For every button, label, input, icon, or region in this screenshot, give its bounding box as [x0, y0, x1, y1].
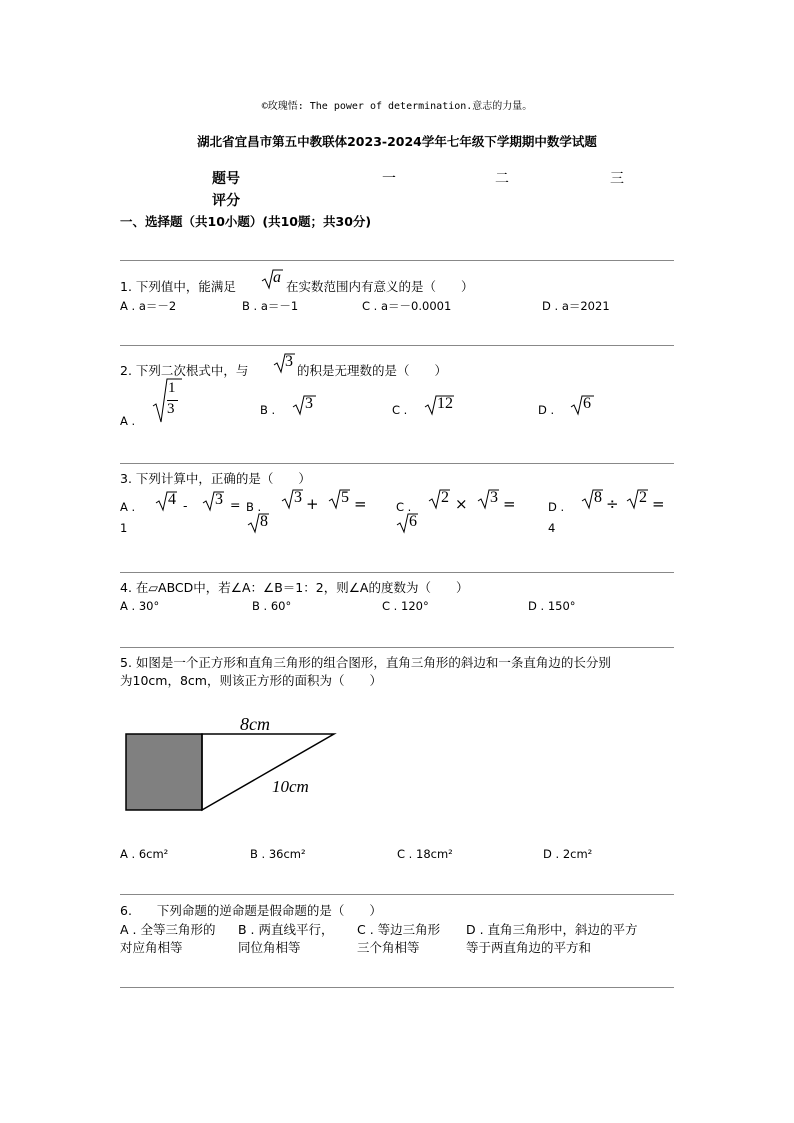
sqrt-expression: [281, 488, 303, 514]
radicand: 3: [294, 489, 302, 506]
divider: [120, 647, 674, 648]
divider: [120, 572, 674, 573]
header-note: ©玫瑰悟: The power of determination.意志的力量。: [261, 101, 533, 112]
radicand: 2: [639, 489, 647, 506]
option-a-result: 1: [120, 521, 128, 535]
label-8cm: 8cm: [240, 714, 270, 734]
option-c[interactable]: C . 18cm²: [397, 847, 453, 861]
section-heading: 一、选择题（共10小题）(共10题；共30分): [120, 214, 372, 229]
option-b[interactable]: B . a＝－1: [242, 299, 299, 313]
radicand: 2: [441, 489, 449, 506]
score-table-col-2: 二: [495, 171, 509, 187]
radicand: 3: [285, 353, 293, 370]
question-stem-end: 的积是无理数的是（ ）: [297, 363, 448, 378]
option-b[interactable]: B . 两直线平行，: [238, 922, 334, 937]
divider: [120, 987, 674, 988]
option-a-cont: 对应角相等: [120, 940, 183, 955]
sqrt-expression: [428, 488, 450, 514]
radicand: a: [273, 269, 281, 286]
question-stem: 3. 下列计算中，正确的是（ ）: [120, 471, 311, 486]
option-a-label[interactable]: A .: [120, 414, 136, 428]
option-b[interactable]: B . 36cm²: [250, 847, 306, 861]
label-10cm: 10cm: [272, 777, 309, 796]
option-d[interactable]: D . 直角三角形中，斜边的平方: [466, 922, 638, 937]
fraction-denominator: 3: [167, 401, 175, 417]
radicand: 6: [583, 395, 591, 412]
divider: [120, 894, 674, 895]
divider: [120, 345, 674, 346]
question-stem-line-1: 5. 如图是一个正方形和直角三角形的组合图形，直角三角形的斜边和一条直角边的长分别: [120, 655, 611, 670]
option-c-label[interactable]: C .: [396, 500, 412, 514]
question-stem: 4. 在▱ABCD中，若∠A：∠B＝1：2，则∠A的度数为（ ）: [120, 580, 469, 595]
option-b-result: [247, 512, 269, 538]
sqrt-expression: [273, 352, 295, 378]
radicand: 5: [341, 489, 349, 506]
score-table-col-3: 三: [610, 171, 624, 187]
score-table-row-label: 题号: [212, 171, 240, 187]
page-title: 湖北省宜昌市第五中教联体2023-2024学年七年级下学期期中数学试题: [197, 134, 597, 149]
equals-sign: =: [230, 497, 241, 512]
question-stem: 2. 下列二次根式中，与: [120, 363, 249, 378]
option-b-expression[interactable]: [292, 394, 316, 420]
operator: ÷: [606, 495, 619, 513]
option-c-cont: 三个角相等: [357, 940, 420, 955]
sqrt-expression: [261, 268, 283, 294]
option-c[interactable]: C . 120°: [382, 599, 429, 613]
radicand: 12: [437, 395, 453, 412]
radicand: 8: [594, 489, 602, 506]
option-d-label[interactable]: D .: [538, 403, 555, 417]
option-a[interactable]: A . 6cm²: [120, 847, 169, 861]
option-c[interactable]: C . 等边三角形: [357, 922, 441, 937]
question-stem-line-2: 为10cm，8cm，则该正方形的面积为（ ）: [120, 673, 382, 688]
square: [126, 734, 202, 810]
radicand: 3: [490, 489, 498, 506]
radicand: 3: [305, 395, 313, 412]
radicand: 8: [260, 513, 268, 530]
option-a[interactable]: A . a＝－2: [120, 299, 177, 313]
radicand: 3: [215, 491, 223, 508]
divider: [120, 463, 674, 464]
operator: +: [306, 495, 319, 513]
option-d[interactable]: D . 150°: [528, 599, 576, 613]
option-b-label[interactable]: B .: [246, 500, 262, 514]
question-stem-end: 在实数范围内有意义的是（ ）: [286, 279, 474, 294]
sqrt-expression: [155, 490, 177, 516]
option-d-expression[interactable]: [570, 394, 594, 420]
equals-sign: =: [652, 495, 665, 513]
sqrt-expression: [626, 488, 648, 514]
radicand: 4: [168, 491, 176, 508]
equals-sign: =: [503, 495, 516, 513]
question-stem: 6. 下列命题的逆命题是假命题的是（ ）: [120, 903, 382, 918]
option-a[interactable]: A . 全等三角形的: [120, 922, 216, 937]
operator: -: [183, 498, 188, 513]
equals-sign: =: [354, 495, 367, 513]
sqrt-expression: [581, 488, 603, 514]
option-b-cont: 同位角相等: [238, 940, 301, 955]
divider: [120, 260, 674, 261]
option-c-expression[interactable]: [424, 394, 454, 420]
option-d[interactable]: D . a＝2021: [542, 299, 610, 313]
option-d[interactable]: D . 2cm²: [543, 847, 593, 861]
option-c-label[interactable]: C .: [392, 403, 408, 417]
score-table-score-label: 评分: [212, 193, 240, 209]
option-d-cont: 等于两直角边的平方和: [466, 940, 592, 955]
square-triangle-figure: [120, 710, 350, 820]
score-table-col-1: 一: [382, 171, 396, 187]
fraction-numerator: 1: [168, 380, 176, 396]
option-b[interactable]: B . 60°: [252, 599, 292, 613]
sqrt-expression: [328, 488, 350, 514]
option-a-label[interactable]: A .: [120, 500, 136, 514]
sqrt-expression: [202, 490, 224, 516]
option-d-label[interactable]: D .: [548, 500, 565, 514]
sqrt-expression: [477, 488, 499, 514]
question-stem: 1. 下列值中，能满足: [120, 279, 236, 294]
option-d-result: 4: [548, 521, 556, 535]
option-c[interactable]: C . a＝－0.0001: [362, 299, 452, 313]
option-a-expression[interactable]: [152, 376, 182, 428]
option-c-result: [396, 512, 418, 538]
radicand: 6: [409, 513, 417, 530]
operator: ×: [455, 495, 468, 513]
option-a[interactable]: A . 30°: [120, 599, 160, 613]
option-b-label[interactable]: B .: [260, 403, 276, 417]
right-triangle: [202, 734, 334, 810]
